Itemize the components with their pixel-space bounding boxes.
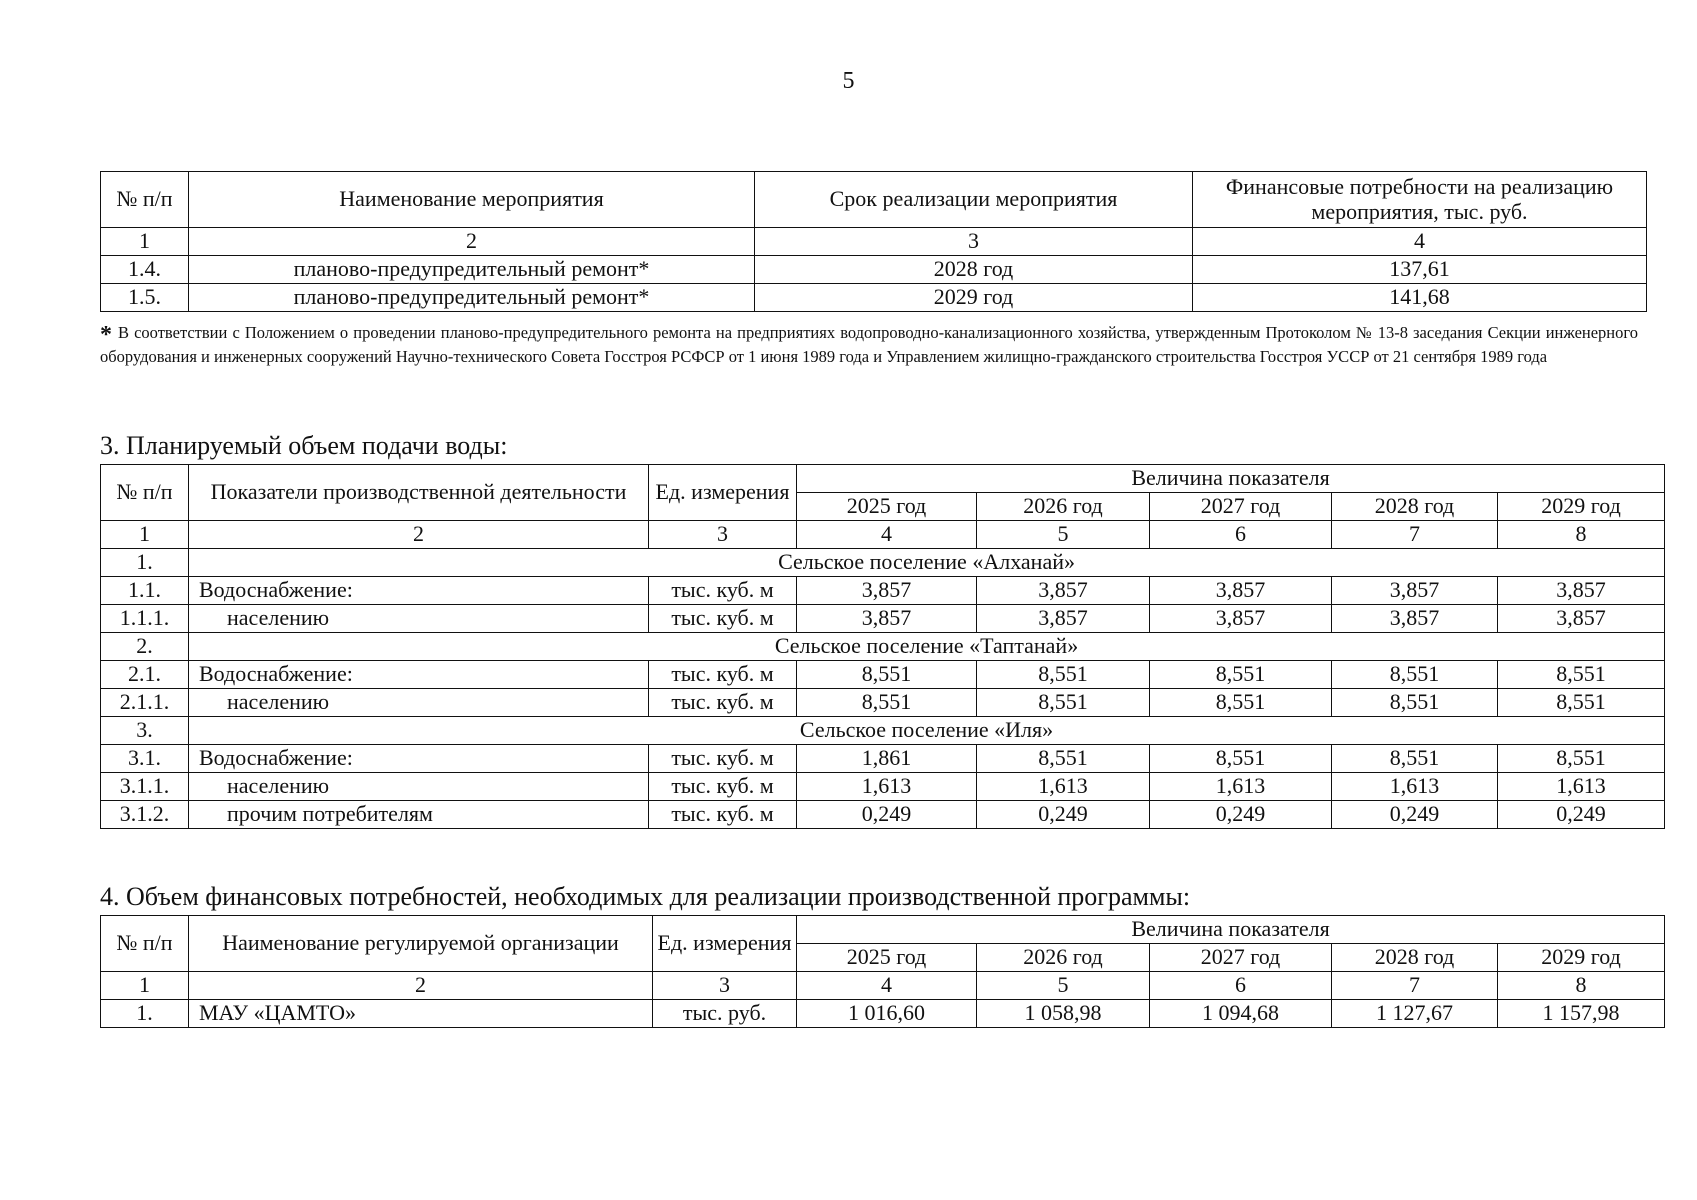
row-indicator: прочим потребителям — [189, 801, 649, 829]
header-year: 2026 год — [977, 944, 1150, 972]
row-value: 3,857 — [1332, 577, 1498, 605]
table-row — [101, 605, 1665, 633]
header-num: № п/п — [101, 465, 189, 521]
row-value: 1 058,98 — [977, 1000, 1150, 1028]
row-value: 0,249 — [797, 801, 977, 829]
row-num: 2.1. — [101, 661, 189, 689]
header-unit: Ед. измерения — [649, 465, 797, 521]
row-value: 8,551 — [1498, 661, 1665, 689]
header-indicator: Показатели производственной деятельности — [189, 465, 649, 521]
row-value: 8,551 — [977, 689, 1150, 717]
row-value: 8,551 — [1332, 689, 1498, 717]
table-row — [101, 1000, 1665, 1028]
row-value: 1 094,68 — [1150, 1000, 1332, 1028]
row-indicator: населению — [189, 773, 649, 801]
row-unit: тыс. куб. м — [649, 661, 797, 689]
table-row — [101, 801, 1665, 829]
header-num: № п/п — [101, 172, 189, 228]
row-value: 3,857 — [1498, 605, 1665, 633]
col-number: 3 — [755, 228, 1193, 256]
header-year: 2025 год — [797, 493, 977, 521]
group-name: Сельское поселение «Таптанай» — [189, 633, 1665, 661]
footnote-star: * — [100, 322, 112, 348]
table-row — [101, 745, 1665, 773]
row-value: 1,613 — [1150, 773, 1332, 801]
row-value: 3,857 — [1150, 605, 1332, 633]
row-unit: тыс. куб. м — [649, 745, 797, 773]
row-value: 3,857 — [1332, 605, 1498, 633]
row-num: 2.1.1. — [101, 689, 189, 717]
row-event-name: планово-предупредительный ремонт* — [189, 256, 755, 284]
row-value: 8,551 — [1150, 661, 1332, 689]
header-unit: Ед. измерения — [653, 916, 797, 972]
group-row — [101, 549, 1665, 577]
row-value: 3,857 — [977, 605, 1150, 633]
header-year: 2027 год — [1150, 493, 1332, 521]
row-indicator: Водоснабжение: — [189, 745, 649, 773]
row-indicator: населению — [189, 605, 649, 633]
water-supply-table — [100, 464, 1665, 829]
row-indicator: Водоснабжение: — [189, 577, 649, 605]
row-value: 0,249 — [1150, 801, 1332, 829]
section-3-title: 3. Планируемый объем подачи воды: — [100, 431, 508, 460]
row-num: 3.1. — [101, 745, 189, 773]
header-year: 2026 год — [977, 493, 1150, 521]
group-num: 1. — [101, 549, 189, 577]
group-num: 3. — [101, 717, 189, 745]
col-number: 7 — [1332, 521, 1498, 549]
row-value: 0,249 — [977, 801, 1150, 829]
col-number: 2 — [189, 521, 649, 549]
col-number: 6 — [1150, 521, 1332, 549]
row-value: 8,551 — [977, 661, 1150, 689]
header-year: 2029 год — [1498, 493, 1665, 521]
column-number-row — [101, 521, 1665, 549]
header-org: Наименование регулируемой организации — [189, 916, 653, 972]
col-number: 2 — [189, 972, 653, 1000]
table-row — [101, 284, 1647, 312]
row-num: 1.4. — [101, 256, 189, 284]
header-deadline: Срок реализации мероприятия — [755, 172, 1193, 228]
table-header-row — [101, 172, 1647, 228]
table-header-row — [101, 916, 1665, 944]
group-num: 2. — [101, 633, 189, 661]
financial-needs-table — [100, 915, 1665, 1028]
row-value: 1,613 — [1332, 773, 1498, 801]
header-value: Величина показателя — [797, 916, 1665, 944]
column-number-row — [101, 972, 1665, 1000]
row-value: 3,857 — [797, 577, 977, 605]
col-number: 3 — [653, 972, 797, 1000]
row-value: 3,857 — [797, 605, 977, 633]
row-num: 1. — [101, 1000, 189, 1028]
col-number: 4 — [1193, 228, 1647, 256]
group-row — [101, 717, 1665, 745]
row-value: 8,551 — [977, 745, 1150, 773]
column-number-row — [101, 228, 1647, 256]
header-financial-needs: Финансовые потребности на реализацию мероприятия, тыс. руб. — [1193, 172, 1647, 228]
col-number: 1 — [101, 972, 189, 1000]
header-event-name: Наименование мероприятия — [189, 172, 755, 228]
header-year: 2027 год — [1150, 944, 1332, 972]
col-number: 2 — [189, 228, 755, 256]
row-deadline: 2028 год — [755, 256, 1193, 284]
table-row — [101, 661, 1665, 689]
row-value: 8,551 — [797, 689, 977, 717]
row-value: 3,857 — [1150, 577, 1332, 605]
table-header-row — [101, 465, 1665, 493]
row-value: 8,551 — [797, 661, 977, 689]
row-value: 1 016,60 — [797, 1000, 977, 1028]
group-name: Сельское поселение «Иля» — [189, 717, 1665, 745]
row-unit: тыс. куб. м — [649, 773, 797, 801]
row-value: 8,551 — [1332, 661, 1498, 689]
row-value: 3,857 — [977, 577, 1150, 605]
row-num: 1.1. — [101, 577, 189, 605]
row-num: 1.5. — [101, 284, 189, 312]
col-number: 4 — [797, 972, 977, 1000]
row-amount: 141,68 — [1193, 284, 1647, 312]
row-value: 8,551 — [1498, 689, 1665, 717]
table-row — [101, 773, 1665, 801]
header-year: 2028 год — [1332, 493, 1498, 521]
row-unit: тыс. куб. м — [649, 801, 797, 829]
col-number: 7 — [1332, 972, 1498, 1000]
row-num: 1.1.1. — [101, 605, 189, 633]
col-number: 6 — [1150, 972, 1332, 1000]
col-number: 4 — [797, 521, 977, 549]
row-value: 1,613 — [797, 773, 977, 801]
row-unit: тыс. куб. м — [649, 689, 797, 717]
col-number: 8 — [1498, 521, 1665, 549]
col-number: 1 — [101, 521, 189, 549]
table-row — [101, 256, 1647, 284]
footnote — [100, 322, 1638, 368]
row-indicator: населению — [189, 689, 649, 717]
row-value: 8,551 — [1150, 689, 1332, 717]
row-value: 3,857 — [1498, 577, 1665, 605]
col-number: 3 — [649, 521, 797, 549]
row-value: 0,249 — [1498, 801, 1665, 829]
row-unit: тыс. куб. м — [649, 605, 797, 633]
col-number: 5 — [977, 972, 1150, 1000]
row-indicator: Водоснабжение: — [189, 661, 649, 689]
row-org: МАУ «ЦАМТО» — [189, 1000, 653, 1028]
header-num: № п/п — [101, 916, 189, 972]
row-event-name: планово-предупредительный ремонт* — [189, 284, 755, 312]
row-amount: 137,61 — [1193, 256, 1647, 284]
header-value: Величина показателя — [797, 465, 1665, 493]
section-4-title: 4. Объем финансовых потребностей, необходимых для реализации производственной программы: — [100, 882, 1191, 911]
header-year: 2028 год — [1332, 944, 1498, 972]
row-value: 1,613 — [977, 773, 1150, 801]
row-value: 8,551 — [1332, 745, 1498, 773]
row-value: 0,249 — [1332, 801, 1498, 829]
group-row — [101, 633, 1665, 661]
row-value: 1 127,67 — [1332, 1000, 1498, 1028]
maintenance-table — [100, 171, 1647, 312]
row-value: 1,861 — [797, 745, 977, 773]
table-row — [101, 689, 1665, 717]
page-number: 5 — [842, 68, 855, 94]
col-number: 8 — [1498, 972, 1665, 1000]
footnote-text: В соответствии с Положением о проведении планово-предупредительного ремонта на предприятиях водопроводно-канализационного хозяйства, утвержденным Протоколом № 13-8 заседания Секции инженерного оборудования и инженерных сооружений Научно-технического Совета Госстроя РСФСР от 1 июня 1989 года и Управлением жилищно-гражданского строительства Госстроя УССР от 21 сентября 1989 года — [100, 323, 1638, 366]
row-unit: тыс. куб. м — [649, 577, 797, 605]
col-number: 5 — [977, 521, 1150, 549]
row-unit: тыс. руб. — [653, 1000, 797, 1028]
row-value: 8,551 — [1498, 745, 1665, 773]
row-value: 1,613 — [1498, 773, 1665, 801]
header-year: 2025 год — [797, 944, 977, 972]
col-number: 1 — [101, 228, 189, 256]
row-deadline: 2029 год — [755, 284, 1193, 312]
table-row — [101, 577, 1665, 605]
row-num: 3.1.2. — [101, 801, 189, 829]
group-name: Сельское поселение «Алханай» — [189, 549, 1665, 577]
row-num: 3.1.1. — [101, 773, 189, 801]
row-value: 8,551 — [1150, 745, 1332, 773]
header-year: 2029 год — [1498, 944, 1665, 972]
row-value: 1 157,98 — [1498, 1000, 1665, 1028]
